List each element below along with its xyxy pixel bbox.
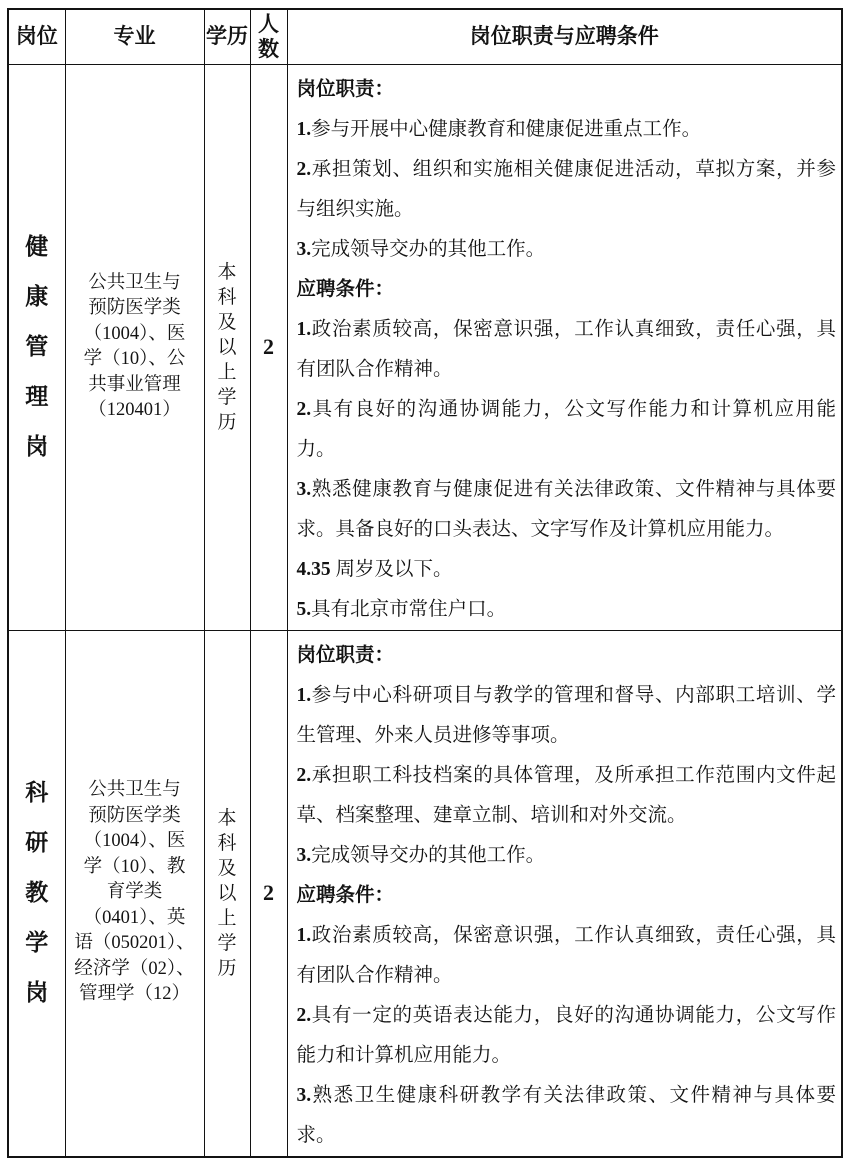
education-char: 历 [217,957,237,979]
position-char: 健 [25,234,49,259]
header-headcount: 人数 [250,9,287,64]
major-line: 学（10）、公 [83,349,186,369]
header-details: 岗位职责与应聘条件 [287,9,842,64]
major-line: （1004）、医 [83,831,186,852]
item-number: 4.35 [296,558,331,580]
education-char: 本 [217,261,237,283]
education-char: 本 [217,807,237,829]
item-number: 2. [296,764,312,786]
education-char: 学 [217,386,237,408]
major-line: 共事业管理 [88,374,181,395]
item-number: 1. [296,924,312,946]
details-item: 5.具有北京市常住户口。 [296,598,507,620]
position-cell [8,64,65,630]
item-number: 1. [296,684,312,706]
details-item: 1.政治素质较高，保密意识强，工作认真细致，责任心强，具有团队合作精神。 [296,924,836,986]
item-number: 2. [296,1004,312,1026]
item-number: 2. [296,398,312,420]
major-line: 经济学（02）、 [74,958,195,979]
details-item: 1.政治素质较高，保密意识强，工作认真细致，责任心强，具有团队合作精神。 [296,318,836,380]
major-line: 语（050201）、 [74,933,195,954]
table-row [8,64,842,630]
headcount-cell: 2 [250,630,287,1157]
major-line: 育学类 [106,882,163,903]
education-char: 以 [217,882,237,904]
education-char: 科 [217,286,237,308]
details-heading: 应聘条件： [296,884,395,906]
position-char: 教 [25,880,49,905]
header-major: 专业 [65,9,204,64]
position-char: 管 [25,334,49,359]
item-number: 1. [296,118,312,140]
major-line: （1004）、医 [83,323,186,344]
education-char: 及 [217,311,237,333]
details-cell [287,630,842,1157]
education-cell [204,630,250,1157]
details-item: 3.完成领导交办的其他工作。 [296,238,546,260]
position-char: 康 [25,284,49,309]
major-cell [65,64,204,630]
major-line: 管理学（12） [78,984,190,1005]
education-char: 科 [217,832,237,854]
job-postings-table [7,8,843,1158]
details-heading: 岗位职责： [296,644,395,666]
header-position: 岗位 [8,9,65,64]
details-heading: 应聘条件： [296,278,395,300]
details-item: 2.具有良好的沟通协调能力，公文写作能力和计算机应用能力。 [296,398,836,460]
position-char: 学 [25,930,49,955]
item-number: 3. [296,844,312,866]
position-char: 岗 [25,980,49,1005]
details-item: 2.承担职工科技档案的具体管理，及所承担工作范围内文件起草、档案整理、建章立制、培训和对外交流。 [296,764,836,826]
education-char: 上 [217,907,237,929]
table-header-row [8,9,842,64]
education-char: 历 [217,411,237,433]
education-char: 上 [217,361,237,383]
major-line: （120401） [88,400,181,420]
item-number: 3. [296,1084,312,1106]
education-char: 及 [217,857,237,879]
details-cell [287,64,842,630]
details-item: 2.承担策划、组织和实施相关健康促进活动，草拟方案，并参与组织实施。 [296,158,836,220]
header-education: 学历 [204,9,250,64]
major-line: 公共卫生与 [88,272,181,293]
major-line: 预防医学类 [88,805,181,826]
details-item: 4.35 周岁及以下。 [296,558,453,580]
education-cell [204,64,250,630]
table-row [8,630,842,1157]
major-line: 学（10）、教 [83,856,186,877]
details-item: 2.具有一定的英语表达能力，良好的沟通协调能力，公文写作能力和计算机应用能力。 [296,1004,836,1066]
details-item: 3.熟悉卫生健康科研教学有关法律政策、文件精神与具体要求。 [296,1084,836,1146]
details-item: 3.熟悉健康教育与健康促进有关法律政策、文件精神与具体要求。具备良好的口头表达、文字写作及计算机应用能力。 [296,478,836,540]
item-number: 3. [296,478,312,500]
major-line: 预防医学类 [88,298,181,318]
headcount-cell: 2 [250,64,287,630]
major-line: （0401）、英 [83,907,186,928]
position-char: 科 [25,780,49,805]
table-body [8,64,842,1157]
item-number: 2. [296,158,312,180]
details-item: 3.完成领导交办的其他工作。 [296,844,546,866]
position-char: 理 [25,384,49,409]
item-number: 3. [296,238,312,260]
item-number: 1. [296,318,312,340]
position-char: 岗 [25,434,49,459]
details-item: 1.参与中心科研项目与教学的管理和督导、内部职工培训、学生管理、外来人员进修等事项。 [296,684,836,746]
major-line: 公共卫生与 [88,780,181,801]
education-char: 以 [217,336,237,358]
details-heading: 岗位职责： [296,78,395,100]
position-char: 研 [25,830,49,855]
education-char: 学 [217,932,237,954]
major-cell [65,630,204,1157]
item-number: 5. [296,598,312,620]
position-cell [8,630,65,1157]
details-item: 1.参与开展中心健康教育和健康促进重点工作。 [296,118,702,140]
